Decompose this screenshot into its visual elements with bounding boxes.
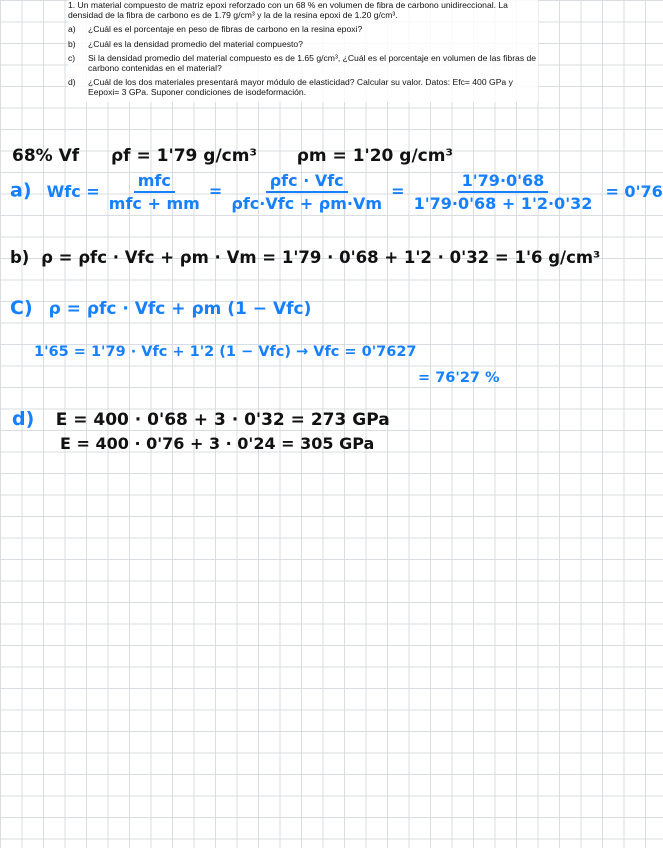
answer-d-weight-modulus: E = 400 · 0'76 + 3 · 0'24 = 305 GPa <box>60 434 375 453</box>
answer-c <box>10 297 311 319</box>
answer-b-label: b) <box>10 248 30 267</box>
givens-line <box>12 146 453 166</box>
density-volume-fraction <box>227 171 386 213</box>
problem-intro: 1. Un material compuesto de matriz epoxi reforzado con un 68 % en volumen de fibra de carbono unidireccional. La densidad de la fibra de carbono es de 1.79 g/cm³ y la de la resina epoxi de 1.20 g/cm³. <box>68 0 508 21</box>
question-letter: b) <box>68 38 76 49</box>
given-matrix-density: ρm = 1'20 g/cm³ <box>296 146 453 166</box>
question-c <box>68 53 538 73</box>
question-d <box>68 77 538 97</box>
fraction-denominator: mfc + mm <box>108 194 200 213</box>
given-fiber-density: ρf = 1'79 g/cm³ <box>111 146 257 166</box>
question-text: ¿Cuál es la densidad promedio del material compuesto? <box>88 38 303 49</box>
answer-c-equation: ρ = ρfc · Vfc + ρm (1 − Vfc) <box>48 299 312 319</box>
equals-sign: = <box>208 181 223 201</box>
equals-sign: = <box>391 181 405 201</box>
question-letter: a) <box>68 24 76 35</box>
answer-b-equation: ρ = ρfc · Vfc + ρm · Vm = 1'79 · 0'68 + 1'2 · 0'32 = 1'6 g/cm³ <box>41 248 601 267</box>
question-a <box>68 24 538 34</box>
problem-statement <box>68 0 538 102</box>
answer-d-fiber-modulus: E = 400 · 0'68 + 3 · 0'32 = 273 GPa <box>55 410 390 430</box>
answer-a-label: a) <box>10 179 32 202</box>
given-fiber-volume: 68% Vf <box>12 146 80 166</box>
fraction-numerator: 1'79·0'68 <box>458 171 549 193</box>
question-b <box>68 39 538 49</box>
answer-a <box>10 171 663 213</box>
weight-fraction-symbol: Wfc = <box>46 181 100 201</box>
answer-c-substitution: 1'65 = 1'79 · Vfc + 1'2 (1 − Vfc) → Vfc = 0'7627 <box>34 344 417 360</box>
answer-d <box>12 408 390 430</box>
mass-fraction <box>105 171 204 213</box>
question-text: ¿Cuál es el porcentaje en peso de fibras de carbono en la resina epoxi? <box>88 24 363 35</box>
fraction-denominator: 1'79·0'68 + 1'2·0'32 <box>413 194 593 213</box>
fraction-numerator: mfc <box>134 171 175 193</box>
question-text: ¿Cuál de los dos materiales presentará mayor módulo de elasticidad? Calcular su valor. Datos: Efc= 400 GPa y Eepoxi= 3 GPa. Suponer condiciones de isodeformación. <box>88 77 513 98</box>
answer-c-label: C) <box>10 297 33 319</box>
numeric-fraction <box>410 171 597 213</box>
fraction-numerator: ρfc · Vfc <box>266 171 348 193</box>
question-letter: c) <box>68 52 76 63</box>
fraction-denominator: ρfc·Vfc + ρm·Vm <box>231 194 382 213</box>
question-letter: d) <box>68 77 76 88</box>
question-text: Si la densidad promedio del material compuesto es de 1.65 g/cm³, ¿Cuál es el porcentaje en volumen de las fibras de carbono contenidas en el material? <box>88 52 537 74</box>
answer-b <box>10 248 600 267</box>
answer-d-label: d) <box>12 408 35 430</box>
answer-a-result: = 0'76 <box>605 181 663 201</box>
answer-c-percent: = 76'27 % <box>418 370 500 386</box>
